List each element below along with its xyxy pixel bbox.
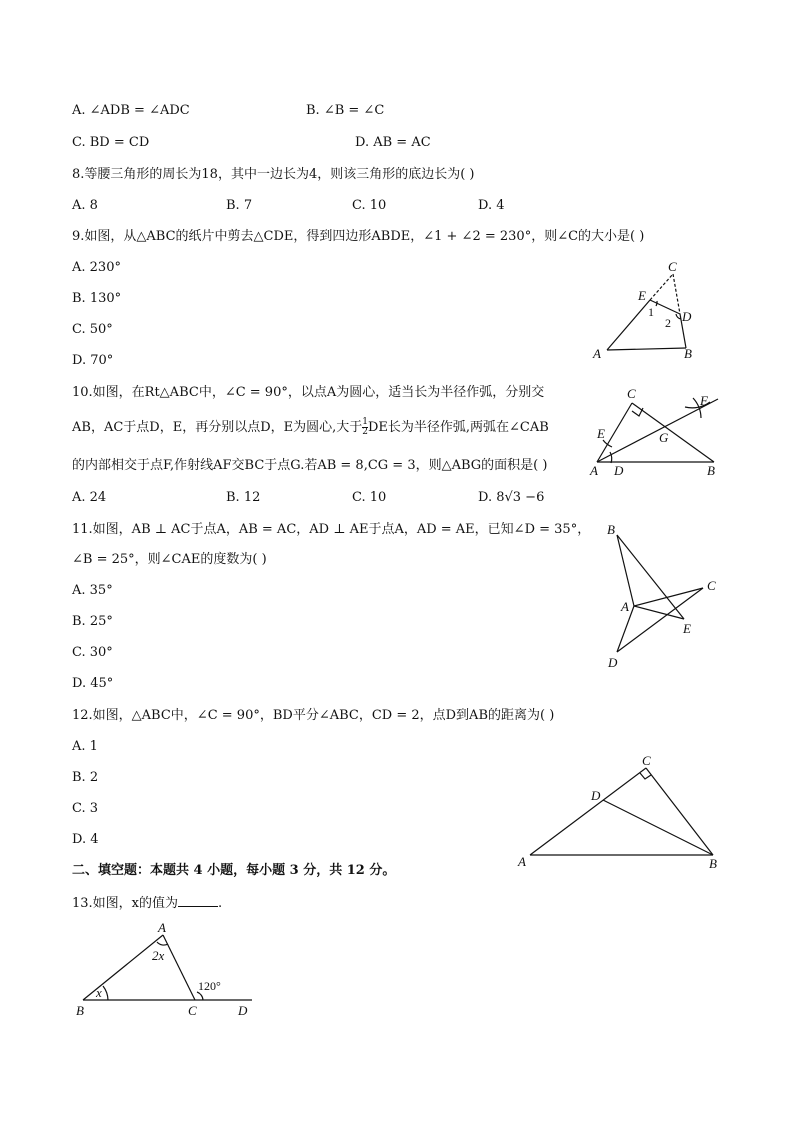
q13-label-c: C <box>188 1003 197 1018</box>
q8-option-a: A. 8 <box>72 198 98 213</box>
q13-label-2x: 2x <box>152 948 165 963</box>
q9-option-b: B. 130° <box>72 291 122 306</box>
q12-option-d: D. 4 <box>72 832 99 847</box>
q11-line1: 11.如图，AB ⊥ AC于点A，AB = AC，AD ⊥ AE于点A，AD = AE，已知∠D = 35°， <box>72 522 591 537</box>
q13-label-b: B <box>76 1003 84 1018</box>
q10-option-d: D. 8√3 −6 <box>478 490 545 505</box>
q9-label-c: C <box>668 259 677 274</box>
q11-label-a: A <box>621 599 629 614</box>
q7-option-c: C. BD = CD <box>72 135 150 150</box>
q10-option-b: B. 12 <box>226 490 261 505</box>
q8-stem: 8.等腰三角形的周长为18，其中一边长为4，则该三角形的底边长为( ) <box>72 167 475 182</box>
q12-option-a: A. 1 <box>72 739 98 754</box>
q7-option-d: D. AB = AC <box>355 135 431 150</box>
q9-option-d: D. 70° <box>72 353 114 368</box>
answer-blank[interactable] <box>178 894 218 907</box>
q11-label-e: E <box>683 621 691 636</box>
q11-label-b: B <box>607 522 615 537</box>
q9-option-c: C. 50° <box>72 322 113 337</box>
q12-option-b: B. 2 <box>72 770 99 785</box>
q10-label-e: E <box>597 426 605 441</box>
q10-label-f: F <box>700 393 708 408</box>
q11-option-d: D. 45° <box>72 676 114 691</box>
q11-line2: ∠B = 25°，则∠CAE的度数为( ) <box>72 552 267 567</box>
q9-label-a: A <box>593 346 601 361</box>
q11-option-a: A. 35° <box>72 583 113 598</box>
q9-label-1: 1 <box>648 305 654 319</box>
q12-label-a: A <box>518 854 526 869</box>
q13-label-d: D <box>238 1003 248 1018</box>
q8-option-c: C. 10 <box>352 198 387 213</box>
q10-label-c: C <box>627 386 636 401</box>
q12-stem: 12.如图，△ABC中，∠C = 90°，BD平分∠ABC，CD = 2，点D到AB的距离为( ) <box>72 708 555 723</box>
q11-label-d: D <box>608 655 618 670</box>
q9-label-b: B <box>684 346 692 361</box>
q9-label-d: D <box>682 309 692 324</box>
q7-option-a: A. ∠ADB = ∠ADC <box>72 103 190 118</box>
q13-label-a: A <box>158 920 166 935</box>
q10-label-g: G <box>659 430 669 445</box>
q11-option-b: B. 25° <box>72 614 113 629</box>
q9-label-2: 2 <box>665 316 671 330</box>
q8-option-d: D. 4 <box>478 198 505 213</box>
q10-label-d: D <box>614 463 624 478</box>
q9-stem: 9.如图，从△ABC的纸片中剪去△CDE，得到四边形ABDE，∠1 + ∠2 = 230°，则∠C的大小是( ) <box>72 229 645 244</box>
q10-line3: 的内部相交于点F,作射线AF交BC于点G.若AB = 8,CG = 3，则△ABG的面积是( ) <box>72 458 548 473</box>
q12-label-c: C <box>642 753 651 768</box>
q12-label-b: B <box>709 856 717 871</box>
q10-line2-part2: DE长为半径作弧,两弧在∠CAB <box>367 420 549 435</box>
q11-option-c: C. 30° <box>72 645 113 660</box>
q8-option-b: B. 7 <box>226 198 253 213</box>
q9-option-a: A. 230° <box>72 260 121 275</box>
q10-fraction: $\frac{1}{2}$ <box>362 417 368 437</box>
section-title-fill-in: 二、填空题：本题共 4 小题，每小题 3 分，共 12 分。 <box>72 863 396 878</box>
q12-option-c: C. 3 <box>72 801 99 816</box>
q10-line2 <box>72 418 549 437</box>
q13-stem: 13.如图，x的值为 . <box>72 896 223 911</box>
q7-option-b: B. ∠B = ∠C <box>306 103 385 118</box>
q10-option-a: A. 24 <box>72 490 107 505</box>
q13-label-120: 120° <box>198 979 221 993</box>
q10-label-b: B <box>707 463 715 478</box>
q10-line1: 10.如图，在Rt△ABC中，∠C = 90°，以点A为圆心，适当长为半径作弧，分别交 <box>72 385 545 400</box>
q10-line2-part1: AB，AC于点D，E，再分别以点D，E为圆心,大于 <box>72 420 363 435</box>
q12-label-d: D <box>591 788 601 803</box>
q13-label-x: x <box>96 985 102 1000</box>
q9-label-e: E <box>638 288 646 303</box>
q11-label-c: C <box>707 578 716 593</box>
q10-label-a: A <box>590 463 598 478</box>
q10-option-c: C. 10 <box>352 490 387 505</box>
